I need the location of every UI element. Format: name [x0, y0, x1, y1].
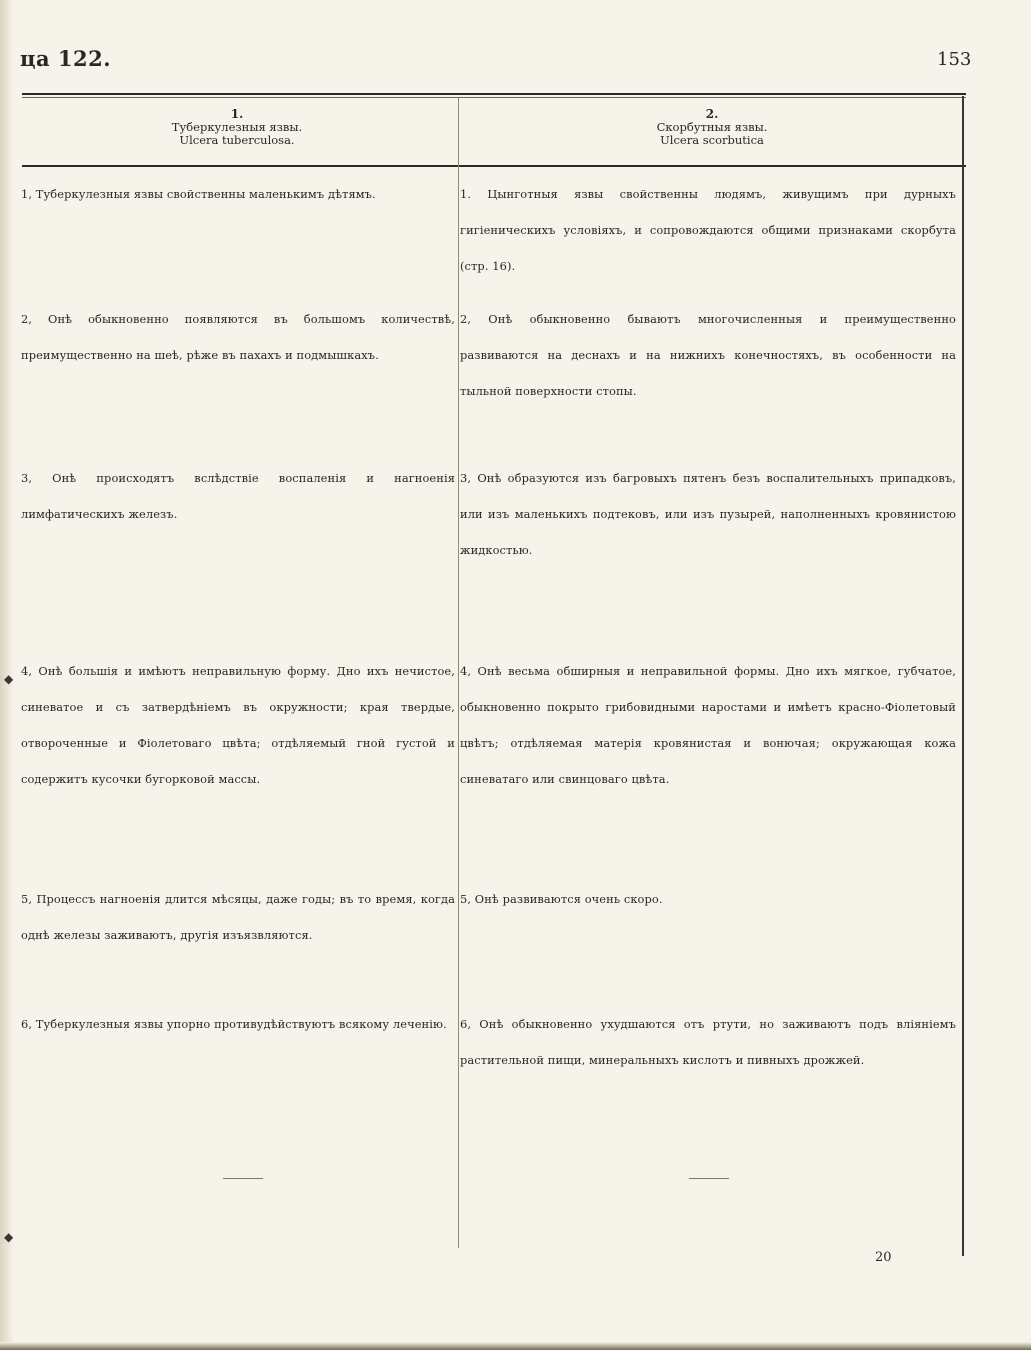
running-header-left: ца 122. [20, 46, 112, 71]
column-latin-title: Ulcera tuberculosa. [179, 133, 295, 147]
row-2-right: 2, Онѣ обыкновенно бываютъ многочисленныя и преимущественно развиваются на деснахъ и на нижнихъ конечностяхъ, въ особенности на тыльной поверхности стопы. [460, 312, 956, 398]
column-header-tuberculosa [117, 108, 357, 147]
column-title: Скорбутныя язвы. [656, 120, 768, 134]
margin-tab-icon: ◆ [4, 1230, 14, 1244]
row-3-left: 3, Онѣ происходятъ вслѣдствіе воспаленія и нагноенія лимфатическихъ железъ. [21, 471, 455, 521]
row-6-right: 6, Онѣ обыкновенно ухудшаются отъ ртути, но заживаютъ подъ вліяніемъ растительной пищи, минеральныхъ кислотъ и пивныхъ дрожжей. [460, 1017, 956, 1067]
row-3-right: 3, Онѣ образуются изъ багровыхъ пятенъ безъ воспалительныхъ припадковъ, или изъ маленькихъ подтековъ, или изъ пузырей, наполненныхъ кровянистою жидкостью. [460, 471, 956, 557]
column-number: 1. [230, 107, 244, 121]
row-5-right: 5, Онѣ развиваются очень скоро. [460, 892, 663, 906]
row-6-left: 6, Туберкулезныя язвы упорно противудѣйствуютъ всякому леченію. [21, 1017, 447, 1031]
column-divider [458, 98, 459, 1248]
page-bottom-edge [0, 1342, 1031, 1350]
row-1-left: 1, Туберкулезныя язвы свойственны маленькимъ дѣтямъ. [21, 187, 376, 201]
signature-marker: 20 [875, 1250, 892, 1265]
row-1-right: 1. Цынготныя язвы свойственны людямъ, живущимъ при дурныхъ гигіеническихъ условіяхъ, и сопровождаются общими признаками скорбута (стр. 16). [460, 187, 956, 273]
end-dash-right [689, 1178, 729, 1179]
table-header-rule [22, 165, 966, 167]
row-4-right: 4, Онѣ весьма обширныя и неправильной формы. Дно ихъ мягкое, губчатое, обыкновенно покрыто грибовидными наростами и имѣетъ красно-Фіолетовый цвѣтъ; отдѣляемая матерія кровянистая и вонючая; окружающая кожа синеватаго или свинцоваго цвѣта. [460, 664, 956, 786]
column-title: Туберкулезныя язвы. [171, 120, 303, 134]
margin-tab-icon: ◆ [4, 672, 14, 686]
row-2-left: 2, Онѣ обыкновенно появляются въ большомъ количествѣ, преимущественно на шеѣ, рѣже въ пахахъ и подмышкахъ. [21, 312, 455, 362]
table-right-border [962, 96, 964, 1256]
table-top-rule [22, 93, 966, 95]
column-number: 2. [705, 107, 719, 121]
row-4-left: 4, Онѣ большія и имѣютъ неправильную форму. Дно ихъ нечистое, синеватое и съ затвердѣніемъ въ окружности; края твердые, отвороченные и Фіолетоваго цвѣта; отдѣляемый гной густой и содержитъ кусочки бугорковой массы. [21, 664, 455, 786]
row-5-left: 5, Процессъ нагноенія длится мѣсяцы, даже годы; въ то время, когда однѣ железы заживаютъ, другія изъязвляются. [21, 892, 455, 942]
column-latin-title: Ulcera scorbutica [660, 133, 764, 147]
table-top-rule-thin [22, 97, 966, 98]
column-header-scorbutica [592, 108, 832, 147]
end-dash-left [223, 1178, 263, 1179]
page-number: 153 [937, 49, 972, 70]
